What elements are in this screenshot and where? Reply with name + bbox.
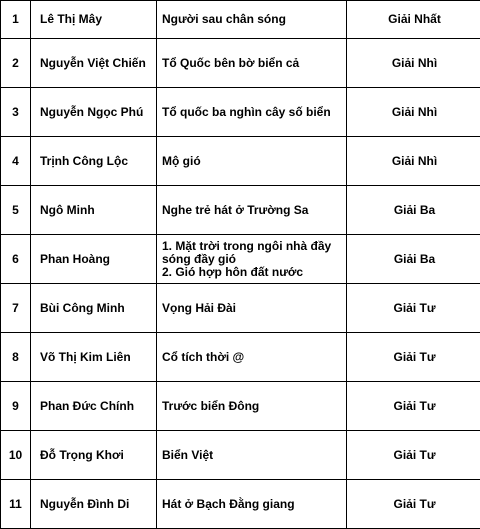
work-title-line: Vọng Hải Đài <box>162 300 237 315</box>
row-number: 4 <box>1 137 31 186</box>
work-title <box>157 480 347 529</box>
author-name: Bùi Công Minh <box>31 284 157 333</box>
table-row <box>1 88 480 137</box>
row-number: 8 <box>1 333 31 382</box>
work-title-line: Cổ tích thời @ <box>162 349 245 364</box>
author-name: Phan Đức Chính <box>31 382 157 431</box>
work-title <box>157 382 347 431</box>
work-title <box>157 333 347 382</box>
prize-label: Giải Ba <box>347 235 480 284</box>
author-name: Lê Thị Mây <box>31 1 157 39</box>
author-name: Trịnh Công Lộc <box>31 137 157 186</box>
prize-label: Giải Tư <box>347 431 480 480</box>
prize-label: Giải Nhì <box>347 39 480 88</box>
prize-label: Giải Tư <box>347 480 480 529</box>
work-title-line: Mộ gió <box>162 153 201 168</box>
work-title-line: Hát ở Bạch Đằng giang <box>162 496 295 511</box>
work-title <box>157 137 347 186</box>
table-row <box>1 235 480 284</box>
work-title-line: Tổ Quốc bên bờ biển cả <box>162 55 300 70</box>
prize-label: Giải Tư <box>347 333 480 382</box>
author-name: Đỗ Trọng Khơi <box>31 431 157 480</box>
work-title <box>157 39 347 88</box>
author-name: Nguyễn Ngọc Phú <box>31 88 157 137</box>
work-title <box>157 235 347 284</box>
work-title <box>157 1 347 39</box>
prize-label: Giải Tư <box>347 284 480 333</box>
author-name: Nguyễn Việt Chiến <box>31 39 157 88</box>
table-row <box>1 382 480 431</box>
table-row <box>1 186 480 235</box>
table-row <box>1 137 480 186</box>
author-name: Võ Thị Kim Liên <box>31 333 157 382</box>
table-row <box>1 480 480 529</box>
table-row <box>1 431 480 480</box>
work-title <box>157 88 347 137</box>
row-number: 7 <box>1 284 31 333</box>
work-title-line: Nghe trẻ hát ở Trường Sa <box>162 202 309 217</box>
row-number: 9 <box>1 382 31 431</box>
table-row <box>1 39 480 88</box>
row-number: 11 <box>1 480 31 529</box>
work-title-line: 2. Gió hợp hôn đất nước <box>162 264 304 279</box>
author-name: Ngô Minh <box>31 186 157 235</box>
prize-label: Giải Nhì <box>347 88 480 137</box>
table-row <box>1 1 480 39</box>
table-row <box>1 284 480 333</box>
work-title <box>157 431 347 480</box>
prize-label: Giải Tư <box>347 382 480 431</box>
row-number: 6 <box>1 235 31 284</box>
work-title-line: 1. Mặt trời trong ngôi nhà đầy sóng đầy gió <box>162 238 332 266</box>
work-title <box>157 186 347 235</box>
row-number: 2 <box>1 39 31 88</box>
row-number: 1 <box>1 1 31 39</box>
prize-label: Giải Nhì <box>347 137 480 186</box>
work-title-line: Tổ quốc ba nghìn cây số biển <box>162 104 331 119</box>
row-number: 10 <box>1 431 31 480</box>
work-title <box>157 284 347 333</box>
prize-label: Giải Nhất <box>347 1 480 39</box>
author-name: Phan Hoàng <box>31 235 157 284</box>
work-title-line: Người sau chân sóng <box>162 12 286 26</box>
prize-label: Giải Ba <box>347 186 480 235</box>
work-title-line: Trước biển Đông <box>162 398 260 413</box>
row-number: 5 <box>1 186 31 235</box>
row-number: 3 <box>1 88 31 137</box>
table-row <box>1 333 480 382</box>
work-title-line: Biển Việt <box>162 447 214 462</box>
awards-table-body <box>1 1 480 529</box>
author-name: Nguyễn Đình Di <box>31 480 157 529</box>
